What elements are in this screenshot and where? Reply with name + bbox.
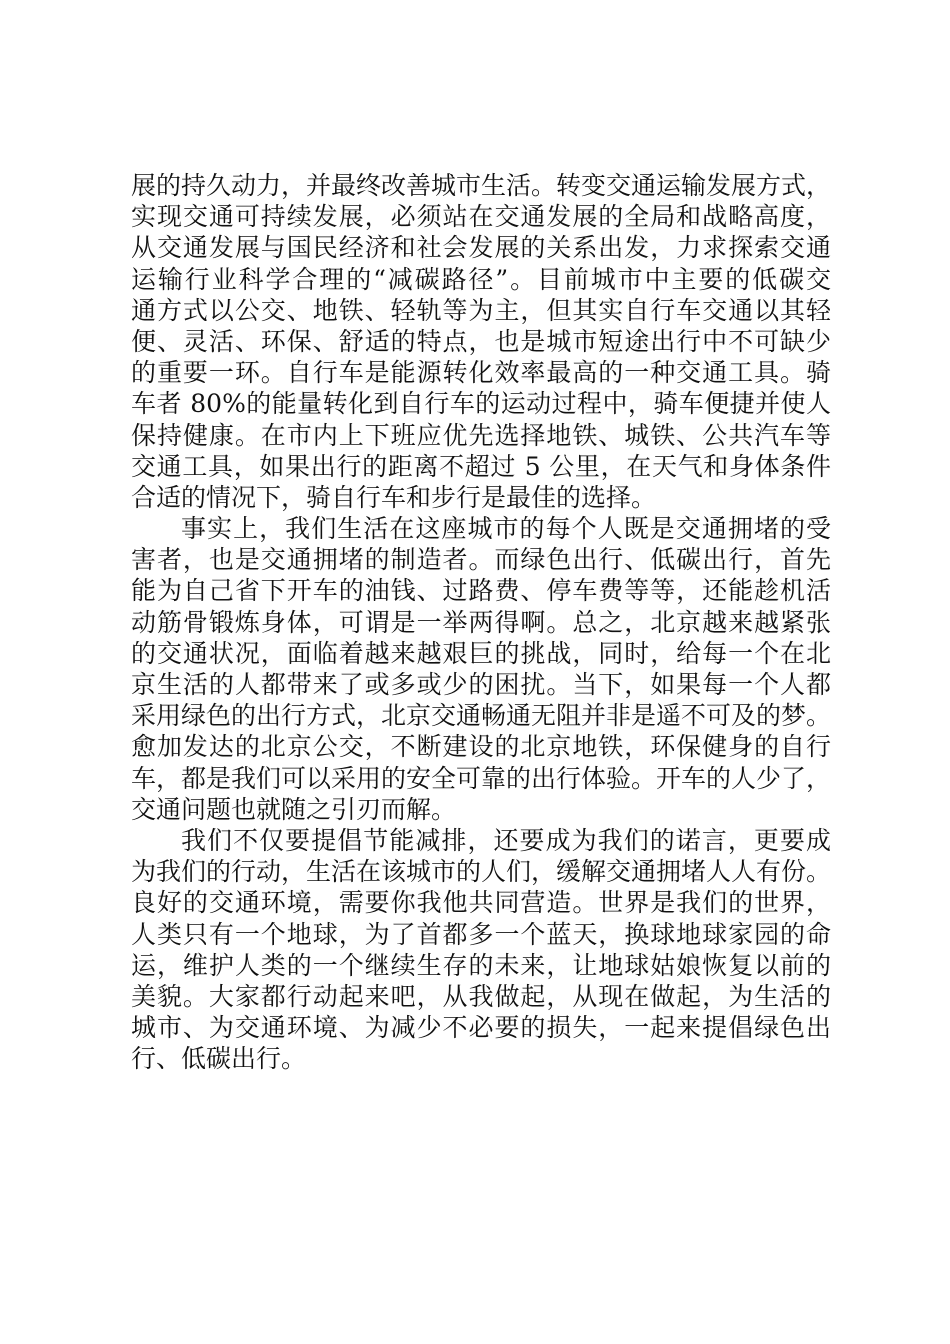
text-line: 从交通发展与国民经济和社会发展的关系出发，力求探索交通 bbox=[131, 233, 831, 263]
text-line: 人类只有一个地球，为了首都多一个蓝天，换球地球家园的命 bbox=[131, 919, 831, 949]
text-line: 交通问题也就随之引刃而解。 bbox=[131, 794, 457, 824]
text-line: 动筋骨锻炼身体，可谓是一举两得啊。总之，北京越来越紧张 bbox=[131, 607, 831, 637]
text-line: 害者，也是交通拥堵的制造者。而绿色出行、低碳出行，首先 bbox=[131, 545, 831, 575]
text-line: 交通工具，如果出行的距离不超过 5 公里，在天气和身体条件 bbox=[131, 451, 831, 481]
text-line: 展的持久动力，并最终改善城市生活。转变交通运输发展方式， bbox=[131, 171, 832, 200]
text-line: 能为自己省下开车的油钱、过路费、停车费等等，还能趁机活 bbox=[131, 576, 831, 606]
text-line: 合适的情况下，骑自行车和步行是最佳的选择。 bbox=[131, 482, 657, 512]
text-line: 城市、为交通环境、为减少不必要的损失，一起来提倡绿色出 bbox=[131, 1013, 831, 1043]
text-line: 运输行业科学合理的“减碳路径”。目前城市中主要的低碳交 bbox=[131, 264, 831, 294]
text-line: 良好的交通环境，需要你我他共同营造。世界是我们的世界， bbox=[131, 888, 831, 918]
text-line: 便、灵活、环保、舒适的特点，也是城市短途出行中不可缺少 bbox=[131, 326, 831, 356]
text-line: 实现交通可持续发展，必须站在交通发展的全局和战略高度， bbox=[131, 202, 831, 232]
text-line: 的重要一环。自行车是能源转化效率最高的一种交通工具。骑 bbox=[131, 358, 831, 388]
text-line: 美貌。大家都行动起来吧，从我做起，从现在做起，为生活的 bbox=[131, 981, 831, 1011]
text-line: 行、低碳出行。 bbox=[131, 1044, 307, 1074]
paragraph-1 bbox=[131, 170, 831, 513]
text-line: 通方式以公交、地铁、轻轨等为主，但其实自行车交通以其轻 bbox=[131, 295, 831, 325]
text-line: 我们不仅要提倡节能减排，还要成为我们的诺言，更要成 bbox=[181, 825, 831, 855]
body-text bbox=[131, 170, 831, 1074]
text-line: 事实上，我们生活在这座城市的每个人既是交通拥堵的受 bbox=[181, 514, 831, 544]
paragraph-2 bbox=[131, 513, 831, 825]
text-line: 保持健康。在市内上下班应优先选择地铁、城铁、公共汽车等 bbox=[131, 420, 831, 450]
text-line: 愈加发达的北京公交，不断建设的北京地铁，环保健身的自行 bbox=[131, 732, 831, 762]
text-line: 京生活的人都带来了或多或少的困扰。当下，如果每一个人都 bbox=[131, 670, 831, 699]
text-line: 的交通状况，面临着越来越艰巨的挑战，同时，给每一个在北 bbox=[131, 638, 831, 668]
text-line: 车，都是我们可以采用的安全可靠的出行体验。开车的人少了， bbox=[131, 763, 832, 793]
paragraph-3 bbox=[131, 825, 831, 1075]
text-line: 为我们的行动，生活在该城市的人们，缓解交通拥堵人人有份。 bbox=[131, 857, 832, 887]
text-line: 运，维护人类的一个继续生存的未来，让地球姑娘恢复以前的 bbox=[131, 950, 831, 980]
text-line: 采用绿色的出行方式，北京交通畅通无阻并非是遥不可及的梦。 bbox=[131, 701, 832, 731]
text-line: 车者 80%的能量转化到自行车的运动过程中，骑车便捷并使人 bbox=[131, 389, 831, 419]
